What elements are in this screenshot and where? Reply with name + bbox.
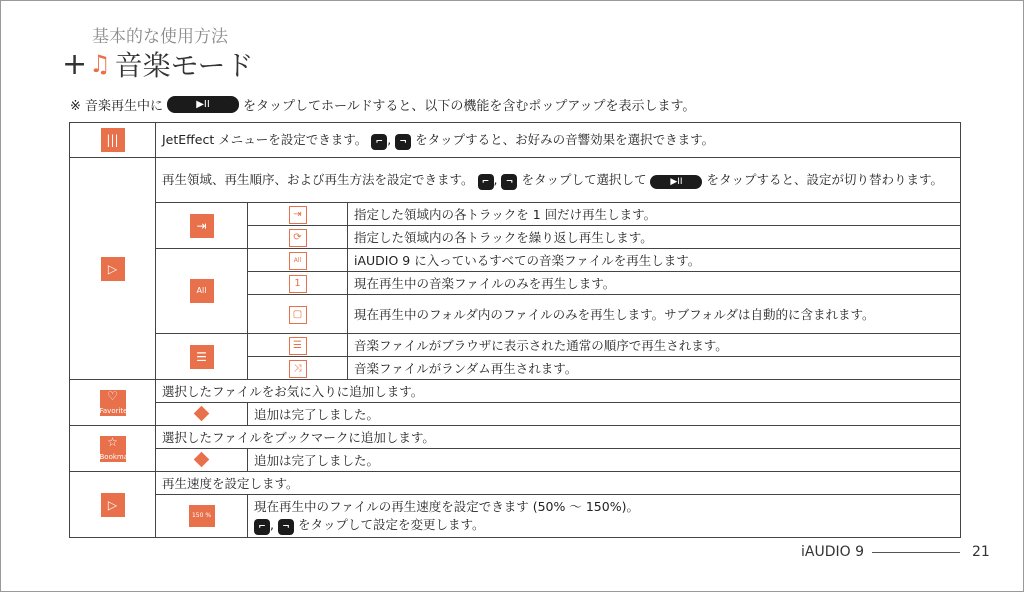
option-text: 現在再生中の音楽ファイルのみを再生します。 xyxy=(348,272,961,295)
option-text: iAUDIO 9 に入っているすべての音楽ファイルを再生します。 xyxy=(348,249,961,272)
product-name: iAUDIO 9 xyxy=(801,544,864,560)
repeat-one-icon: 1 xyxy=(289,275,307,293)
table-row-speed xyxy=(70,472,961,495)
favorite-desc: 選択したファイルをお気に入りに追加します。 xyxy=(156,380,961,403)
repeat-all-icon: All xyxy=(289,252,307,270)
table-row xyxy=(70,403,961,426)
page-title xyxy=(62,44,254,84)
diamond-icon xyxy=(194,451,210,467)
normal-order-icon: ☰ xyxy=(289,337,307,355)
table-row-jeteffect xyxy=(70,123,961,158)
diamond-icon xyxy=(194,405,210,421)
star-icon: ☆ xyxy=(107,434,118,449)
speed-icon: ▷ xyxy=(101,493,125,517)
playmode-icon: ▷ xyxy=(101,257,125,281)
right-key-icon: ¬ xyxy=(501,174,517,190)
playmode-text-b: をタップして選択して xyxy=(521,172,647,187)
heart-icon: ♡ xyxy=(107,388,118,403)
option-text: 指定した領域内の各トラックを 1 回だけ再生します。 xyxy=(348,203,961,226)
comma: , xyxy=(493,172,498,187)
speed-line2 xyxy=(254,515,954,535)
option-text: 指定した領域内の各トラックを繰り返し再生します。 xyxy=(348,226,961,249)
playmode-text-c: をタップすると、設定が切り替わります。 xyxy=(706,172,943,187)
table-row-bookmark xyxy=(70,426,961,449)
play-pause-button-icon: ▶II xyxy=(167,96,239,113)
table-row xyxy=(70,203,961,226)
option-text: 現在再生中のフォルダ内のファイルのみを再生します。サブフォルダは自動的に含まれます。 xyxy=(348,295,961,334)
left-key-icon: ⌐ xyxy=(478,174,494,190)
speed-percent-icon: 150 % xyxy=(189,505,215,527)
play-pause-button-icon: ▶II xyxy=(650,175,702,189)
comma: , xyxy=(270,517,274,532)
favorite-icon xyxy=(100,390,126,416)
music-note-icon: ♫ xyxy=(89,50,111,78)
plus-mark: + xyxy=(62,46,88,82)
left-key-icon: ⌐ xyxy=(371,134,387,150)
intro-text xyxy=(70,95,695,114)
bookmark-icon-label: Bookmark xyxy=(99,452,135,461)
footer-rule xyxy=(872,552,960,553)
jeteffect-text-a: JetEffect メニューを設定できます。 xyxy=(162,132,368,147)
intro-prefix: ※ 音楽再生中に xyxy=(70,99,164,114)
bookmark-done: 追加は完了しました。 xyxy=(248,449,961,472)
jeteffect-icon: ||| xyxy=(101,128,125,152)
repeat-icon: ⟳ xyxy=(289,229,307,247)
option-text: 音楽ファイルがブラウザに表示された通常の順序で再生されます。 xyxy=(348,334,961,357)
speed-line1: 現在再生中のファイルの再生速度を設定できます (50% 〜 150%)。 xyxy=(254,499,639,514)
shuffle-icon: ⤨ xyxy=(289,360,307,378)
play-once-icon: ⇥ xyxy=(190,214,214,238)
jeteffect-text-b: をタップすると、お好みの音響効果を選択できます。 xyxy=(415,132,715,147)
table-row xyxy=(70,334,961,357)
jeteffect-desc xyxy=(156,123,961,158)
bookmark-icon xyxy=(99,434,135,462)
option-text: 音楽ファイルがランダム再生されます。 xyxy=(348,357,961,380)
page-number: 21 xyxy=(972,544,990,560)
bookmark-desc: 選択したファイルをブックマークに追加します。 xyxy=(156,426,961,449)
speed-detail xyxy=(248,495,961,538)
table-row xyxy=(70,249,961,272)
favorite-icon-label: Favorite xyxy=(99,406,128,415)
page-footer xyxy=(801,544,990,560)
playmode-text-a: 再生領域、再生順序、および再生方法を設定できます。 xyxy=(162,172,474,187)
title-text: 音楽モード xyxy=(114,49,254,82)
intro-suffix: をタップしてホールドすると、以下の機能を含むポップアップを表示します。 xyxy=(243,99,696,114)
table-row xyxy=(70,449,961,472)
repeat-folder-icon: ▢ xyxy=(289,306,307,324)
right-key-icon: ¬ xyxy=(278,519,294,535)
speed-desc: 再生速度を設定します。 xyxy=(156,472,961,495)
repeat-all-icon: All xyxy=(190,279,214,303)
function-table xyxy=(69,122,961,538)
normal-order-icon: ☰ xyxy=(190,345,214,369)
play-once-icon: ⇥ xyxy=(289,206,307,224)
comma: , xyxy=(387,132,392,147)
table-row-favorite xyxy=(70,380,961,403)
playmode-desc xyxy=(156,158,961,203)
table-row-playmode xyxy=(70,158,961,203)
favorite-done: 追加は完了しました。 xyxy=(248,403,961,426)
right-key-icon: ¬ xyxy=(395,134,411,150)
section-heading: 基本的な使用方法 xyxy=(92,27,228,47)
table-row xyxy=(70,495,961,538)
speed-text-b: をタップして設定を変更します。 xyxy=(297,517,485,532)
left-key-icon: ⌐ xyxy=(254,519,270,535)
